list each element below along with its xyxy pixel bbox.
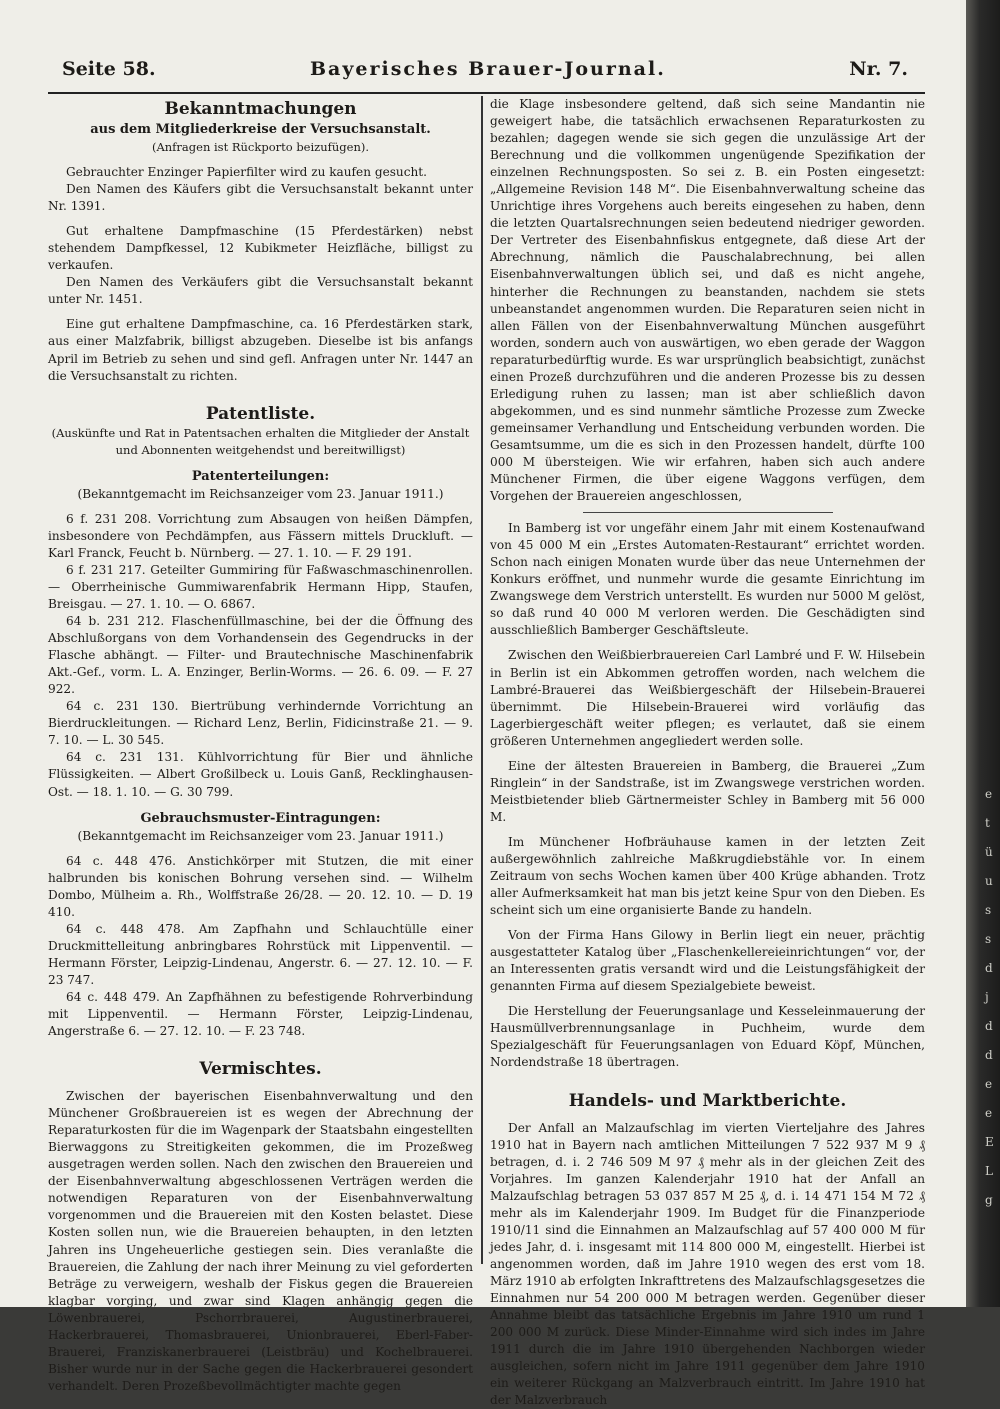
patents-note: (Auskünfte und Rat in Patentsachen erhalten die Mitglieder der Anstalt und Abonnenten weitgehendst und bereitwilligst) [51,425,470,457]
header-rule [48,92,925,94]
announcement-paragraph: Eine gut erhaltene Dampfmaschine, ca. 16 Pferdestärken stark, aus einer Malzfabrik, billigst abzugeben. Dieselbe ist bis anfangs April im Betrieb zu sehen und sind gefl. Anfragen unter Nr. 1447 an die Versuchsanstalt zu richten. [48,317,473,383]
page-header [62,58,908,88]
trade-paragraph: Der Anfall an Malzaufschlag im vierten Vierteljahre des Jahres 1910 hat in Bayern nach amtlichen Mitteilungen 7 522 937 M 9 ₰ betragen, d. i. 2 746 509 M 97 ₰ mehr als in der gleichen Zeit des Vorjahres. Im ganzen Kalenderjahr 1910 hat der Anfall an Malzaufschlag betragen 53 037 857 M 25 ₰, d. i. 14 471 154 M 72 ₰ mehr als im Kalenderjahr 1909. Im Budget für die Finanzperiode 1910/11 sind die Einnahmen an Malzaufschlag auf 57 400 000 M für jedes Jahr, d. i. insgesamt mit 114 800 000 M, eingestellt. Hierbei ist angenommen worden, daß im Jahre 1910 wegen des erst vom 18. März 1910 ab erfolgten Inkrafttretens des Malzaufschlagsgesetzes die Einnahmen nur 54 200 000 M betragen werden. Gegenüber dieser Annahme bleibt das tatsächliche Ergebnis im Jahre 1910 um rund 1 200 000 M zurück. Diese Minder-Einnahme wird sich indes im Jahre 1911 durch die im Jahre 1910 übergehenden Nachborgen wieder ausgleichen, sofern nicht im Jahre 1911 gegenüber dem Jahre 1910 ein weiterer Rückgang an Malzverbrauch eintritt. Im Jahre 1910 hat der Malzverbrauch [490,1120,925,1408]
utility-entry: 64 c. 448 476. Anstichkörper mit Stutzen, die mit einer halbrunden bis konischen Bohrung versehen sind. — Wilhelm Dombo, Mülheim a. Rh., Wolffstraße 26/28. — 20. 12. 10. — D. 19 410. [48,853,473,919]
patent-entry: 64 c. 231 130. Biertrübung verhindernde Vorrichtung an Bierdruckleitungen. — Richard Lenz, Berlin, Fidicinstraße 21. — 9. 7. 10. — L. 30 545. [48,699,473,748]
misc-paragraph: Zwischen den Weißbierbrauereien Carl Lambré und F. W. Hilsebein in Berlin ist ein Abkommen getroffen worden, nach welchem die Lambré-Brauerei das Weißbiergeschäft der Hilsebein-Brauerei übernimmt. Die Hilsebein-Brauerei wird vorläufig das Lagerbiergeschäft weiter pflegen; es verlautet, daß sie einem größeren Unternehmen angegliedert werden solle. [490,648,925,748]
announcement-paragraph: Den Namen des Verkäufers gibt die Versuchsanstalt bekannt unter Nr. 1451. [48,275,473,307]
announcement-paragraph: Gebrauchter Enzinger Papierfilter wird zu kaufen gesucht. [66,165,427,180]
patents-heading: Patentliste. [205,403,316,424]
column-divider [481,96,483,1264]
left-column [48,98,473,1395]
right-column [490,96,925,1409]
trade-heading: Handels- und Marktberichte. [568,1090,847,1111]
announcements-heading: Bekanntmachungen [164,99,357,119]
patent-entry: 6 f. 231 217. Geteilter Gummiring für Faßwaschmaschinenrollen. — Oberrheinische Gummiwarenfabrik Hermann Hipp, Staufen, Breisgau. — 27. 1. 10. — O. 6867. [48,562,473,611]
misc-heading: Vermischtes. [199,1059,322,1080]
utility-entry: 64 c. 448 479. An Zapfhähnen zu befestigende Rohrverbindung mit Lippenventil. — Hermann Förster, Leipzig-Lindenau, Angerstraße 6. — 27. 12. 10. — F. 23 748. [48,989,473,1039]
utility-models-heading: Gebrauchsmuster-Eintragungen: [140,810,381,826]
patent-entry: 64 b. 231 212. Flaschenfüllmaschine, bei der die Öffnung des Abschlußorgans von dem Vorhandensein des Gegendrucks in der Flasche abhängt. — Filter- und Brautechnische Maschinenfabrik Akt.-Gef., vorm. L. A. Enzinger, Berlin-Worms. — 26. 6. 09. — F. 27 922. [48,614,473,697]
patent-entry: 6 f. 231 208. Vorrichtung zum Absaugen von heißen Dämpfen, insbesondere von Pechdämpfen, aus Fässern mittels Druckluft. — Karl Franck, Feucht b. Nürnberg. — 27. 1. 10. — F. 29 191. [48,511,473,560]
section-divider [583,512,833,513]
misc-paragraph: Im Münchener Hofbräuhause kamen in der letzten Zeit außergewöhnlich zahlreiche Maßkrugdiebstähle vor. In einem Zeitraum von sechs Wochen kamen über 400 Krüge abhanden. Trotz aller Aufmerksamkeit hat man bis jetzt keine Spur von den Dieben. Es scheint sich um eine organisierte Bande zu handeln. [490,834,925,918]
utility-models-note: (Bekanntgemacht im Reichsanzeiger vom 23. Januar 1911.) [77,828,444,843]
patent-grants-note: (Bekanntgemacht im Reichsanzeiger vom 23. Januar 1911.) [77,486,444,501]
announcement-paragraph: Gut erhaltene Dampfmaschine (15 Pferdestärken) nebst stehendem Dampfkessel, 12 Kubikmeter Heizfläche, billigst zu verkaufen. [48,224,473,273]
misc-paragraph: Zwischen der bayerischen Eisenbahnverwaltung und den Münchener Großbrauereien ist es wegen der Abrechnung der Reparaturkosten für die im Wagenpark der Staatsbahn eingestellten Bierwaggons zu Streitigkeiten gekommen, die im Prozeßweg ausgetragen werden sollen. Nach den zwischen den Brauereien und der Eisenbahnverwaltung abgeschlossenen Verträgen werden die notwendigen Reparaturen von der Eisenbahnverwaltung vorgenommen und die Brauereien mit den Kosten belastet. Diese Kosten sollen nun, wie die Brauereien behaupten, in den letzten Jahren ins Ungeheuerliche gestiegen sein. Dies veranlaßte die Brauereien, die Zahlung der nach ihrer Meinung zu viel geforderten Beträge zu verweigern, weshalb der Fiskus gegen die Brauereien klagbar vorging, und zwar sind Klagen anhängig gegen die Löwenbrauerei, Pschorrbrauerei, Augustinerbrauerei, Hackerbrauerei, Thomasbrauerei, Unionbrauerei, Eberl-Faber-Brauerei, Franziskanerbrauerei (Leistbräu) und Kochelbrauerei. Bisher wurde nur in der Sache gegen die Hackerbrauerei gesondert verhandelt. Deren Prozeßbevollmächtigter machte gegen [48,1089,473,1393]
misc-paragraph: die Klage insbesondere geltend, daß sich seine Mandantin nie geweigert habe, die tatsächlich erwachsenen Reparaturkosten zu bezahlen; dagegen wende sie sich gegen die unzulässige Art der Berechnung und die vollkommen ungenügende Spezifikation der einzelnen Rechnungsposten. So sei z. B. ein Posten eingesetzt: „Allgemeine Revision 148 M“. Die Eisenbahnverwaltung scheine das Unrichtige ihres Vorgehens auch bereits eingesehen zu haben, denn die letzten Quartalsrechnungen seien bedeutend niedriger geworden. Der Vertreter des Eisenbahnfiskus entgegnete, daß diese Art der Abrechnung, nämlich die Pauschalabrechnung, bei allen Eisenbahnverwaltungen üblich sei, und daß es nicht angehe, hinterher die Rechnungen zu beanstanden, nachdem sie stets unbeanstandet angenommen wurden. Die Reparaturen seien nicht in allen Fällen von der Eisenbahnverwaltung München ausgeführt worden, sondern auch von auswärtigen, wo eben gerade der Waggon reparaturbedürftig wurde. Es war ursprünglich beabsichtigt, zunächst einen Prozeß durchzuführen und die anderen Prozesse bis zu dessen Erledigung ruhen zu lassen; man ist aber schließlich davon abgekommen, und es sind nunmehr sämtliche Prozesse zum Zwecke gemeinsamer Verhandlung und Entscheidung verbunden worden. Die Gesamtsumme, um die es sich in den Prozessen handelt, dürfte 100 000 M übersteigen. Wie wir erfahren, haben sich auch andere Münchener Firmen, die über eigene Waggons verfügen, dem Vorgehen der Brauereien angeschlossen, [490,97,925,504]
page-number: Seite 58. [62,58,156,80]
announcement-paragraph: Den Namen des Käufers gibt die Versuchsanstalt bekannt unter Nr. 1391. [48,182,473,214]
patent-grants-heading: Patenterteilungen: [191,468,330,484]
announcements-note: (Anfragen ist Rückporto beizufügen). [151,140,370,154]
utility-entry: 64 c. 448 478. Am Zapfhahn und Schlauchtülle einer Druckmittelleitung anbringbares Rohrstück mit Lippenventil. — Hermann Förster, Leipzig-Lindenau, Angerstr. 6. — 27. 12. 10. — F. 23 747. [48,921,473,987]
misc-paragraph: Eine der ältesten Brauereien in Bamberg, die Brauerei „Zum Ringlein“ in der Sandstraße, ist im Zwangswege verstrichen worden. Meistbietender blieb Gärtnermeister Schley in Bamberg mit 56 000 M. [490,758,925,824]
patent-entry: 64 c. 231 131. Kühlvorrichtung für Bier und ähnliche Flüssigkeiten. — Albert Großilbeck u. Louis Ganß, Recklinghausen-Ost. — 18. 1. 10. — G. 30 799. [48,750,473,799]
journal-title: Bayerisches Brauer-Journal. [310,58,666,80]
misc-paragraph: Von der Firma Hans Gilowy in Berlin liegt ein neuer, prächtig ausgestatteter Katalog über „Flaschenkellereieinrichtungen“ vor, der an Interessenten gratis versandt wird und die Leistungsfähigkeit der genannten Firma auf diesem Spezialgebiete beweist. [490,928,925,994]
misc-paragraph: In Bamberg ist vor ungefähr einem Jahr mit einem Kostenaufwand von 45 000 M ein „Erstes Automaten-Restaurant“ errichtet worden. Schon nach einigen Monaten wurde über das neue Unternehmen der Konkurs eröffnet, und nunmehr wurde die gesamte Einrichtung im Zwangswege dem Verstrich unterstellt. Es wurden nur 5000 M gelöst, so daß rund 40 000 M verloren werden. Die Geschädigten sind ausschließlich Bamberger Geschäftsleute. [490,521,925,638]
announcements-subheading: aus dem Mitgliederkreise der Versuchsanstalt. [90,122,431,137]
adjacent-page-edge-text: e t ü u s s d j d d e e E L g [985,787,994,1207]
misc-paragraph: Die Herstellung der Feuerungsanlage und Kesseleinmauerung der Hausmüllverbrennungsanlage in Puchheim, wurde dem Spezialgeschäft für Feuerungsanlagen von Eduard Köpf, München, Nordendstraße 18 übertragen. [490,1004,925,1070]
issue-number: Nr. 7. [849,58,908,80]
